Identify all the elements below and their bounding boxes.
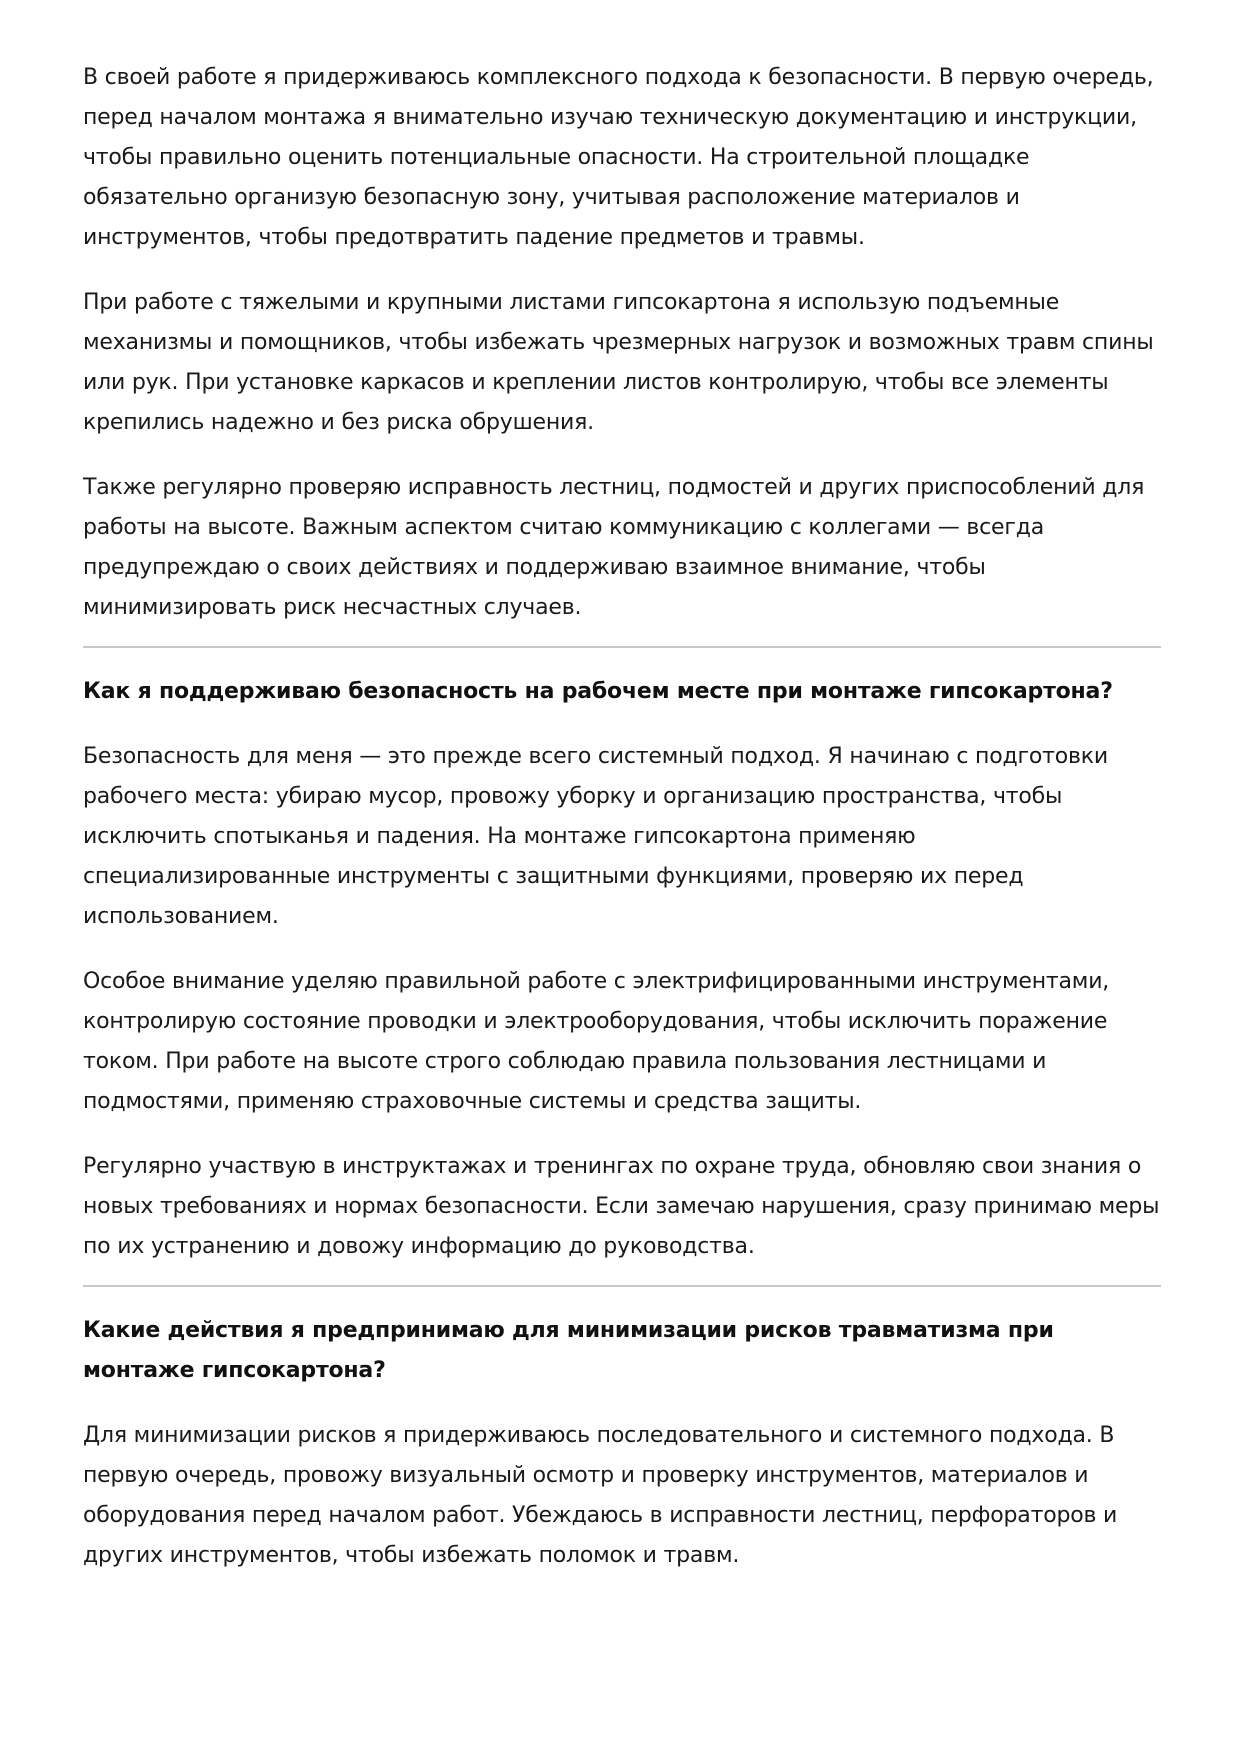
section-2 xyxy=(83,1311,1161,1576)
intro-section xyxy=(83,58,1161,628)
section-divider-1 xyxy=(83,646,1161,648)
section-1-paragraph-3: Регулярно участвую в инструктажах и тренингах по охране труда, обновляю свои знания о новых требованиях и нормах безопасности. Если замечаю нарушения, сразу принимаю меры по их устранению и довожу информацию до руководства. xyxy=(83,1154,1160,1259)
intro-paragraph-1: В своей работе я придерживаюсь комплексного подхода к безопасности. В первую очередь, перед началом монтажа я внимательно изучаю техническую документацию и инструкции, чтобы правильно оценить потенциальные опасности. На строительной площадке обязательно организую безопасную зону, учитывая расположение материалов и инструментов, чтобы предотвратить падение предметов и травмы. xyxy=(83,65,1154,250)
section-1-heading: Как я поддерживаю безопасность на рабочем месте при монтаже гипсокартона? xyxy=(83,679,1113,704)
section-1 xyxy=(83,672,1161,1267)
section-2-paragraph-1: Для минимизации рисков я придерживаюсь последовательного и системного подхода. В первую очередь, провожу визуальный осмотр и проверку инструментов, материалов и оборудования перед началом работ. Убеждаюсь в исправности лестниц, перфораторов и других инструментов, чтобы избежать поломок и травм. xyxy=(83,1423,1118,1568)
section-divider-2 xyxy=(83,1285,1161,1287)
section-1-paragraph-2: Особое внимание уделяю правильной работе с электрифицированными инструментами, контролирую состояние проводки и электрооборудования, чтобы исключить поражение током. При работе на высоте строго соблюдаю правила пользования лестницами и подмостями, применяю страховочные системы и средства защиты. xyxy=(83,969,1110,1114)
section-2-heading: Какие действия я предпринимаю для минимизации рисков травматизма при монтаже гипсокартона? xyxy=(83,1318,1054,1383)
section-1-paragraph-1: Безопасность для меня — это прежде всего системный подход. Я начинаю с подготовки рабочего места: убираю мусор, провожу уборку и организацию пространства, чтобы исключить спотыканья и падения. На монтаже гипсокартона применяю специализированные инструменты с защитными функциями, проверяю их перед использованием. xyxy=(83,744,1108,929)
intro-paragraph-2: При работе с тяжелыми и крупными листами гипсокартона я использую подъемные механизмы и помощников, чтобы избежать чрезмерных нагрузок и возможных травм спины или рук. При установке каркасов и креплении листов контролирую, чтобы все элементы крепились надежно и без риска обрушения. xyxy=(83,290,1154,435)
intro-paragraph-3: Также регулярно проверяю исправность лестниц, подмостей и других приспособлений для работы на высоте. Важным аспектом считаю коммуникацию с коллегами — всегда предупреждаю о своих действиях и поддерживаю взаимное внимание, чтобы минимизировать риск несчастных случаев. xyxy=(83,475,1145,620)
document-page xyxy=(83,58,1161,1576)
